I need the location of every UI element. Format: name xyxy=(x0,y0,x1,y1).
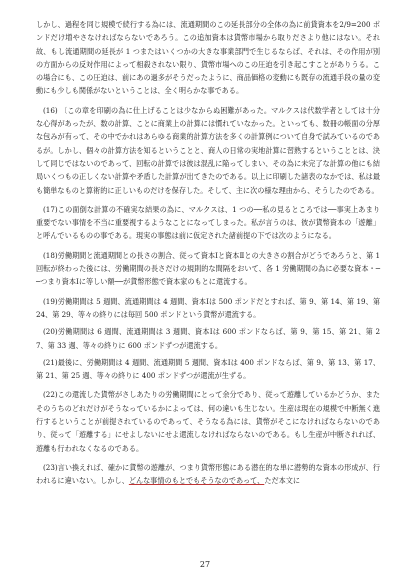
paragraph-21: (21)最後に、労働期間は 4 週間、流通期間 5 週間、資本Ⅰは 400 ポンドならば、第 9、第 13、第 17、第 21、第 25 週、等々の終りに 400 ポンドずつが還流が生ずる。 xyxy=(36,357,380,381)
paragraph-16: (16) 〔この章を印刷の為に仕上げることは少なからぬ困難があった。マルクスは代数学者としては十分な心得があったが、数の計算、ことに商業上の計算には慣れていなかった。といっても、数冊の帳面の分厚な包みが有って、その中でかれはあらゆる商業的計算方法を多くの計算例について自身で試みているのであるが。しかし、個々の計算方法を知るということと、商人の日常の実地計算に習熟するということとは、決して同じではないのであって、回転の計算では彼は混乱に陥ってしまい、その為に未完了な計算の他にも結局いくつもの正しくない計算や矛盾した計算が出てきたのである。以上に印刷した諸表のなかでは、私は最も簡単なものと算術的に正しいものだけを保存した。そして、主に次の様な理由から、そうしたのである。 xyxy=(36,105,380,195)
page-number: 27 xyxy=(199,560,211,569)
paragraph-19: (19)労働期間は 5 週間、流通期間は 4 週間、資本Ⅰは 500 ポンドだとすれば、第 9、第 14、第 19、第 24、第 29、等々の終りには毎回 500 ポンドという貨幣が還流する。 xyxy=(36,296,380,319)
paragraph-23-end: ただ本文に xyxy=(264,476,301,486)
paragraph-17: (17)この面倒な計算の不確実な結果の為に、マルクスは、1 つの──私の見るところでは──事実上あまり重要でない事情を不当に重要視するようなことになってしまった。私が言うのは、彼が貨幣資本の「遊離」と呼んでいるものの事である。現実の事態は前に仮定された諸前提の下では次のようになる。 xyxy=(36,204,380,241)
paragraph-p1: しかし、過程を同じ規模で続行する為には、流通期間のこの延長部分の全体の為に前貸資本を2/9=200 ポンドだけ増やさなければならないであろう。この追加資本は貨幣市場から取りださより他にはない。それ故、もし流通期間の延長が 1 つまたはいくつかの大きな事業部門で生じるならば、それは、その作用が別の方面からの反対作用によって相殺されない限り、貨幣市場へのこの圧迫を引き起こすことがありうる。この場合にも、この圧迫は、前にあの過多がそうだったように、商品価格の変動にも既存の流通手段の量の変動にも少しも関係がないということは、全く明らかな事である。 xyxy=(36,20,380,96)
paragraph-23-underlined: どんな事情のもとでもそうなのであって、 xyxy=(128,476,265,486)
paragraph-23 xyxy=(36,461,380,488)
paragraph-18: (18)労働期間と流通期間との長さの割合、従って資本Ⅰと資本Ⅱとの大きさの割合がどうであろうと、第 1 回転が終わった後には、労働期間の長さだけの規則的な間隔をおいて、各 1 労働期間の為に必要な資本・──つまり資本Ⅰに等しい額──が貨幣形態で資本家のもとに還流する。 xyxy=(36,250,380,287)
paragraph-22: (22)この還流した貨幣がさしあたりの労働期間にとって余分であり、従って遊離しているかどうか、またそのうちのどれだけがそうなっているかによっては、何の違いも生じない。生産は現在の規模で中断無く進行するということが前提されているのであって、そうなる為には、貨幣がそこになければならないのであり、従って「遊離する」にせよしないにせよ還流しなければならないのである。もし生産が中断されれば、遊離も行われなくなるのである。 xyxy=(36,390,380,453)
paragraph-23-start: (23)言い換えれば、確かに貨幣の遊離が、つまり貨幣形態にある潜在的な単に潜勢的な資本の形成が、行われるに違いない。しかし、 xyxy=(36,462,380,486)
paragraph-20: (20)労働期間は 6 週間、流通期間は 3 週間、資本Ⅰは 600 ポンドならば、第 9、第 15、第 21、第 27、第 33 週、等々の終りに 600 ポンドずつが還流する。 xyxy=(36,327,380,350)
